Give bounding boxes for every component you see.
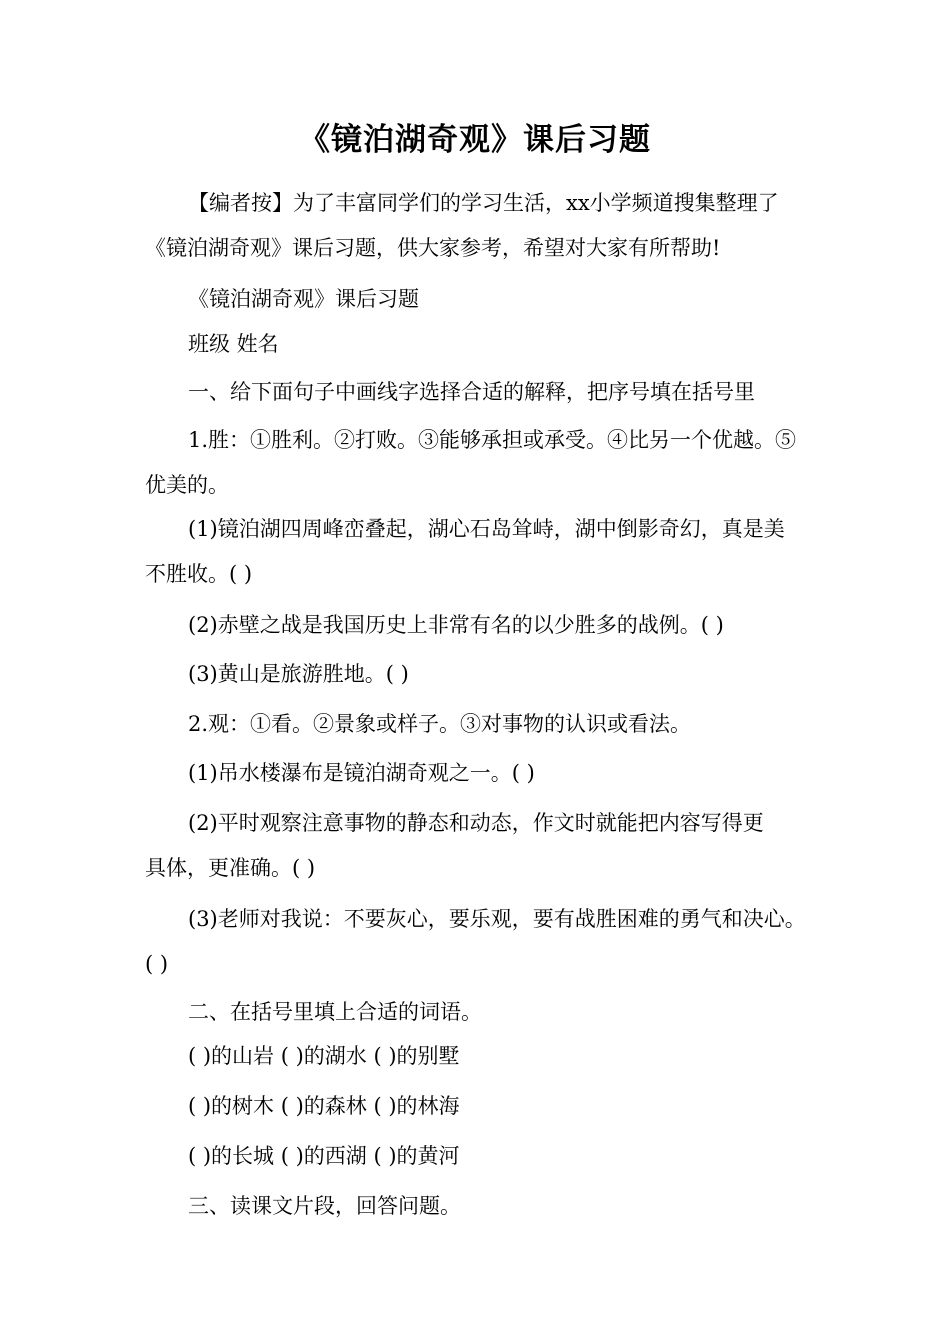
paragraph-line: 1.胜：①胜利。②打败。③能够承担或承受。④比另一个优越。⑤ (188, 428, 797, 452)
paragraph-line: (3)老师对我说：不要灰心，要乐观，要有战胜困难的勇气和决心。 (188, 907, 806, 931)
paragraph-line: (3)黄山是旅游胜地。( ) (188, 662, 409, 686)
question-2-item-1 (145, 755, 810, 800)
paragraph-line: 《镜泊湖奇观》课后习题，供大家参考，希望对大家有所帮助! (145, 236, 721, 260)
paragraph-line: 三、读课文片段，回答问题。 (188, 1194, 461, 1218)
paragraph-line: 《镜泊湖奇观》课后习题 (188, 287, 419, 311)
paragraph-editor-note (145, 185, 810, 275)
paragraph-line: 【编者按】为了丰富同学们的学习生活，xx小学频道搜集整理了 (188, 191, 779, 215)
fill-in-row-1 (145, 1038, 810, 1083)
document-title: 《镜泊湖奇观》课后习题 (299, 122, 651, 158)
paragraph-line: ( )的树木 ( )的森林 ( )的林海 (188, 1094, 460, 1118)
paragraph-line: ( ) (145, 952, 169, 976)
paragraph-line: 一、给下面句子中画线字选择合适的解释，把序号填在括号里 (188, 380, 755, 404)
fill-in-row-2 (145, 1088, 810, 1133)
paragraph-line: 二、在括号里填上合适的词语。 (188, 1000, 482, 1024)
paragraph-line: 具体，更准确。( ) (145, 856, 316, 880)
paragraph-line: ( )的山岩 ( )的湖水 ( )的别墅 (188, 1044, 460, 1068)
section-two-heading (145, 994, 810, 1039)
question-2-item-2 (145, 805, 810, 895)
paragraph-line: 不胜收。( ) (145, 562, 253, 586)
question-1-item-1 (145, 511, 810, 601)
question-1-item-2 (145, 607, 810, 652)
paragraph-class-name (145, 326, 810, 371)
section-three-heading (145, 1188, 810, 1233)
paragraph-line: (2)赤壁之战是我国历史上非常有名的以少胜多的战例。( ) (188, 613, 724, 637)
question-1-item-3 (145, 656, 810, 701)
paragraph-line: (1)镜泊湖四周峰峦叠起，湖心石岛耸峙，湖中倒影奇幻，真是美 (188, 517, 785, 541)
paragraph-line: 2.观：①看。②景象或样子。③对事物的认识或看法。 (188, 712, 692, 736)
paragraph-line: 班级 姓名 (188, 332, 279, 356)
paragraph-line: (1)吊水楼瀑布是镜泊湖奇观之一。( ) (188, 761, 535, 785)
fill-in-row-3 (145, 1138, 810, 1183)
section-one-heading (145, 374, 810, 419)
paragraph-line: (2)平时观察注意事物的静态和动态，作文时就能把内容写得更 (188, 811, 764, 835)
paragraph-subtitle (145, 281, 810, 326)
question-2-definitions (145, 706, 810, 751)
question-1-definitions (145, 422, 810, 512)
question-2-item-3 (145, 901, 810, 991)
paragraph-line: 优美的。 (145, 473, 229, 497)
paragraph-line: ( )的长城 ( )的西湖 ( )的黄河 (188, 1144, 460, 1168)
